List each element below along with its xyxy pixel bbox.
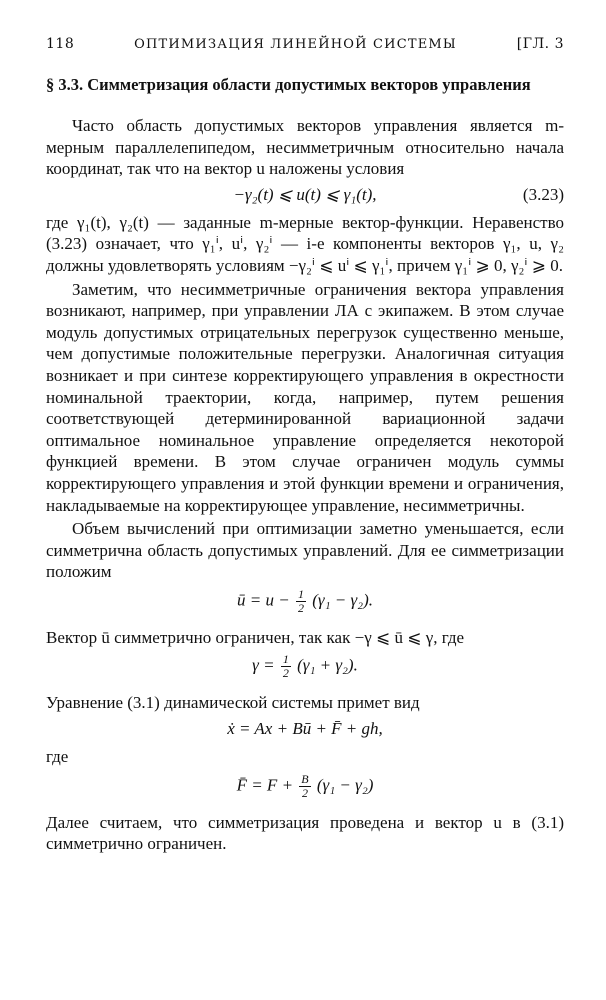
equation-lhs: ū = u − xyxy=(237,590,290,610)
equation-system xyxy=(46,714,564,746)
paragraph-3: Заметим, что несимметричные ограничения вектора управления возникают, например, при управлении ЛА с экипажем. В этом случае модуль допустимых отрицательных перегрузок существенно меньше, чем допустимые положительные перегрузки. Аналогичная ситуация возникает и при синтезе корректирующего управления в окрестности номинальной траектории, когда, например, путем решения соответствующей детерминированной вариационной задачи оптимальное номинальное управление определяется некоторой функцией времени. В этом случае ограничен модуль суммы корректирующего управления и этой функции времени и ограничения, накладываемые на корректирующее управление, несимметричны. xyxy=(46,279,564,515)
equation-F-bar xyxy=(46,768,564,812)
fraction: $\frac{1}{2}$ xyxy=(297,586,304,615)
equation-formula: −γ₂(t) ⩽ u(t) ⩽ γ₁(t), xyxy=(233,184,377,204)
running-title: ОПТИМИЗАЦИЯ ЛИНЕЙНОЙ СИСТЕМЫ xyxy=(134,37,457,52)
equation-number: (3.23) xyxy=(522,184,564,204)
paragraph-5: Вектор ū симметрично ограничен, так как −γ ⩽ ū ⩽ γ, где xyxy=(46,627,465,647)
section-title: § 3.3. Симметризация области допустимых векторов управления xyxy=(46,75,531,94)
chapter-label: [ГЛ. 3 xyxy=(516,36,564,52)
paragraph-1: Часто область допустимых векторов управления является m-мерным параллелепипедом, несимметричным относительно начала координат, так что на вектор u наложены условия xyxy=(46,116,564,179)
fraction: $\frac{1}{2}$ xyxy=(282,652,289,681)
paragraph-8: Далее считаем, что симметризация проведена и вектор u в (3.1) симметрично ограничен. xyxy=(46,812,564,854)
fraction: $\frac{B}{2}$ xyxy=(301,771,309,800)
equation-formula: ẋ = Ax + Bū + F̄ + gh, xyxy=(227,719,383,739)
paragraph-2: где γ₁(t), γ₂(t) — заданные m-мерные вектор-функции. Неравенство (3.23) означает, что γ₁ⁱ, uⁱ, γ₂ⁱ — i-е компоненты векторов γ₁, u, γ₂ должны удовлетворять условиям −γ₂ⁱ ⩽ uⁱ ⩽ γ₁ⁱ, причем γ₁ⁱ ⩾ 0, γ₂ⁱ ⩾ 0. xyxy=(46,212,564,275)
page-number: 118 xyxy=(46,36,75,52)
equation-rhs: (γ₁ − γ₂) xyxy=(316,775,374,795)
page xyxy=(46,36,564,855)
equation-u-bar xyxy=(46,583,564,627)
paragraph-4: Объем вычислений при оптимизации заметно уменьшается, если симметрична область допустимых управлений. Для ее симметризации положим xyxy=(46,519,564,582)
equation-lhs: F̄ = F + xyxy=(236,775,294,795)
equation-lhs: γ = xyxy=(252,655,275,675)
paragraph-7: где xyxy=(46,747,69,767)
equation-gamma xyxy=(46,648,564,692)
paragraph-6: Уравнение (3.1) динамической системы примет вид xyxy=(46,693,420,713)
equation-rhs: (γ₁ − γ₂). xyxy=(312,590,373,610)
equation-rhs: (γ₁ + γ₂). xyxy=(297,655,358,675)
equation-3-23 xyxy=(46,180,564,212)
running-header xyxy=(46,36,564,58)
